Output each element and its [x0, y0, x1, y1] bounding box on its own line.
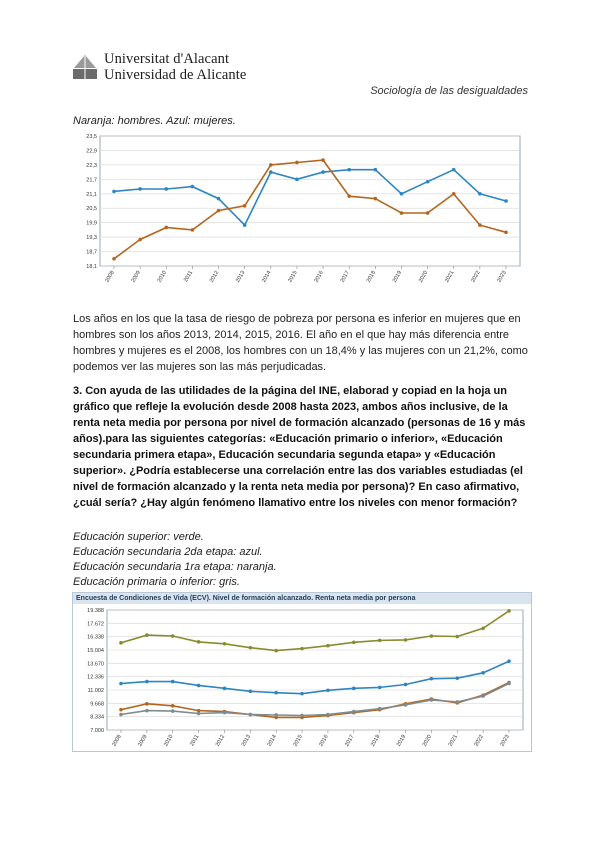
x-tick-label: 2013	[240, 734, 253, 748]
data-point	[374, 197, 378, 201]
y-tick-label: 9.668	[90, 701, 104, 708]
x-tick-label: 2010	[163, 734, 175, 748]
data-point	[352, 710, 356, 714]
data-point	[430, 677, 434, 681]
x-tick-label: 2021	[444, 270, 456, 284]
data-point	[243, 223, 247, 227]
x-tick-label: 2016	[313, 270, 325, 284]
data-point	[374, 168, 378, 172]
data-point	[300, 714, 304, 718]
data-point	[378, 686, 382, 690]
chart2-legend	[73, 530, 277, 590]
x-tick-label: 2011	[183, 270, 195, 284]
data-point	[352, 641, 356, 645]
legend2-item: Educación superior: verde.	[73, 531, 204, 543]
x-tick-label: 2009	[137, 734, 149, 748]
data-point	[455, 676, 459, 680]
data-point	[426, 180, 430, 184]
data-point	[404, 703, 408, 707]
data-point	[138, 238, 142, 242]
data-point	[430, 698, 434, 702]
data-point	[119, 708, 123, 712]
data-point	[295, 178, 299, 182]
data-point	[197, 684, 201, 688]
data-point	[507, 609, 511, 613]
plot-area	[107, 610, 523, 730]
x-tick-label: 2010	[156, 270, 168, 284]
chart1-legend-text: Naranja: hombres. Azul: mujeres.	[73, 115, 236, 127]
data-point	[119, 713, 123, 717]
series-line	[121, 684, 509, 716]
x-tick-label: 2008	[111, 734, 123, 748]
x-tick-label: 2021	[447, 734, 459, 748]
data-point	[145, 633, 149, 637]
series-line	[121, 611, 509, 651]
data-point	[243, 204, 247, 208]
data-point	[295, 161, 299, 165]
series-line	[114, 170, 506, 225]
data-point	[164, 187, 168, 191]
x-tick-label: 2022	[470, 270, 482, 284]
data-point	[326, 644, 330, 648]
data-point	[223, 687, 227, 691]
data-point	[400, 211, 404, 215]
data-point	[119, 641, 123, 645]
data-point	[321, 170, 325, 174]
x-tick-label: 2020	[421, 734, 434, 748]
x-tick-label: 2016	[318, 734, 330, 748]
x-tick-label: 2023	[499, 734, 511, 748]
y-tick-label: 15.004	[87, 648, 104, 654]
data-point	[191, 185, 195, 189]
x-tick-label: 2017	[339, 270, 351, 284]
x-tick-label: 2015	[287, 270, 299, 284]
x-tick-label: 2018	[365, 270, 378, 284]
data-point	[112, 257, 116, 261]
data-point	[164, 226, 168, 230]
data-point	[171, 704, 175, 708]
y-tick-label: 8.334	[90, 714, 104, 721]
data-point	[145, 702, 149, 706]
data-point	[455, 635, 459, 639]
y-tick-label: 21,7	[86, 177, 97, 184]
data-point	[300, 692, 304, 696]
course-title: Sociología de las desigualdades	[370, 85, 528, 97]
data-point	[171, 709, 175, 713]
y-tick-label: 11.002	[87, 688, 104, 694]
y-tick-label: 20,5	[86, 206, 97, 213]
data-point	[452, 192, 456, 196]
data-point	[352, 687, 356, 691]
x-tick-label: 2019	[391, 270, 404, 284]
y-tick-label: 22,3	[86, 162, 97, 169]
data-point	[347, 194, 351, 198]
y-tick-label: 19.388	[87, 608, 104, 614]
data-point	[274, 691, 278, 695]
data-point	[481, 694, 485, 698]
data-point	[455, 700, 459, 704]
series-line	[121, 661, 509, 694]
income-by-education-chart	[73, 604, 531, 750]
y-tick-label: 12.336	[87, 674, 104, 681]
data-point	[119, 682, 123, 686]
poverty-risk-chart	[72, 130, 530, 300]
x-tick-label: 2013	[235, 270, 247, 284]
data-point	[321, 158, 325, 162]
data-point	[274, 649, 278, 653]
data-point	[507, 659, 511, 663]
data-point	[507, 682, 511, 686]
data-point	[249, 689, 253, 693]
data-point	[478, 192, 482, 196]
legend2-item: Educación secundaria 2da etapa: azul.	[73, 546, 263, 558]
x-tick-label: 2014	[266, 734, 278, 748]
data-point	[145, 709, 149, 713]
data-point	[217, 197, 221, 201]
y-tick-label: 7.000	[90, 728, 104, 734]
plot-area	[100, 136, 520, 266]
y-tick-label: 23,5	[86, 134, 97, 140]
answer-paragraph: Los años en los que la tasa de riesgo de pobreza por persona es inferior en mujeres que en hombres son los años 2013, 2014, 2015, 2016. El año en el que hay más diferencia entre hombres y mujeres es el 2008, los hombres con un 18,4% y las mujeres con un 21,2%, como podemos ver las mujeres son las más perjudicadas.	[73, 313, 528, 373]
y-tick-label: 16.338	[87, 634, 104, 641]
data-point	[191, 228, 195, 232]
data-point	[138, 187, 142, 191]
x-tick-label: 2012	[208, 270, 221, 284]
x-tick-label: 2015	[292, 734, 304, 748]
data-point	[504, 230, 508, 234]
y-tick-label: 21,1	[86, 191, 97, 198]
university-emblem-icon	[72, 54, 98, 80]
data-point	[404, 683, 408, 687]
y-tick-label: 19,3	[86, 235, 97, 242]
x-tick-label: 2020	[418, 270, 430, 284]
data-point	[481, 671, 485, 675]
data-point	[217, 209, 221, 213]
data-point	[378, 639, 382, 643]
y-tick-label: 22,9	[86, 148, 97, 155]
data-point	[197, 712, 201, 716]
x-tick-label: 2014	[261, 270, 273, 284]
data-point	[426, 211, 430, 215]
income-chart-frame	[72, 592, 532, 752]
data-point	[249, 646, 253, 650]
data-point	[404, 638, 408, 642]
x-tick-label: 2023	[496, 270, 508, 284]
data-point	[400, 192, 404, 196]
university-logo	[72, 51, 247, 88]
data-point	[269, 163, 273, 167]
data-point	[274, 713, 278, 717]
data-point	[223, 711, 227, 715]
university-name-valencian: Universitat d'Alacant	[104, 51, 230, 67]
data-point	[171, 634, 175, 638]
x-tick-label: 2019	[395, 734, 408, 748]
data-point	[326, 713, 330, 717]
data-point	[145, 680, 149, 684]
x-tick-label: 2009	[130, 270, 142, 284]
data-point	[430, 634, 434, 638]
data-point	[197, 640, 201, 644]
x-tick-label: 2017	[344, 734, 356, 748]
data-point	[223, 642, 227, 646]
legend2-item: Educación primaria o inferior: gris.	[73, 576, 240, 588]
y-tick-label: 17.672	[87, 621, 104, 628]
data-point	[171, 680, 175, 684]
university-name-spanish: Universidad de Alicante	[104, 67, 247, 83]
data-point	[378, 707, 382, 711]
y-tick-label: 13.670	[87, 661, 104, 668]
legend2-item: Educación secundaria 1ra etapa: naranja.	[73, 561, 277, 573]
y-tick-label: 18,1	[86, 264, 97, 270]
question-3: 3. Con ayuda de las utilidades de la página del INE, elaborad y copiad en la hoja un gráfico que refleje la evolución desde 2008 hasta 2023, ambos años inclusive, de la renta neta media por persona por nivel de formación alcanzado (personas de 16 y más años).para las siguientes categorías: «Educación primario o inferior», «Educación secundaria primera etapa», Educación secundaria segunda etapa» y «Educación superior». ¿Podría establecerse una correlación entre las dos variables estudiadas (el nivel de formación alcanzado y la renta neta media por persona)? En caso afirmativo, ¿cuál sería? ¿Hay algún fenómeno llamativo entre los niveles con menor formación?	[73, 385, 526, 509]
chart2-title: Encuesta de Condiciones de Vida (ECV). Nivel de formación alcanzado. Renta neta media por persona	[73, 593, 531, 604]
data-point	[326, 688, 330, 692]
data-point	[452, 168, 456, 172]
data-point	[269, 170, 273, 174]
data-point	[478, 223, 482, 227]
x-tick-label: 2011	[189, 734, 201, 748]
data-point	[504, 199, 508, 203]
data-point	[481, 626, 485, 630]
x-tick-label: 2018	[370, 734, 382, 748]
data-point	[300, 647, 304, 651]
x-tick-label: 2008	[104, 270, 116, 284]
y-tick-label: 18,7	[86, 249, 97, 256]
data-point	[347, 168, 351, 172]
data-point	[112, 190, 116, 194]
x-tick-label: 2012	[214, 734, 227, 748]
y-tick-label: 19,9	[86, 220, 97, 227]
x-tick-label: 2022	[473, 734, 485, 748]
data-point	[249, 713, 253, 717]
